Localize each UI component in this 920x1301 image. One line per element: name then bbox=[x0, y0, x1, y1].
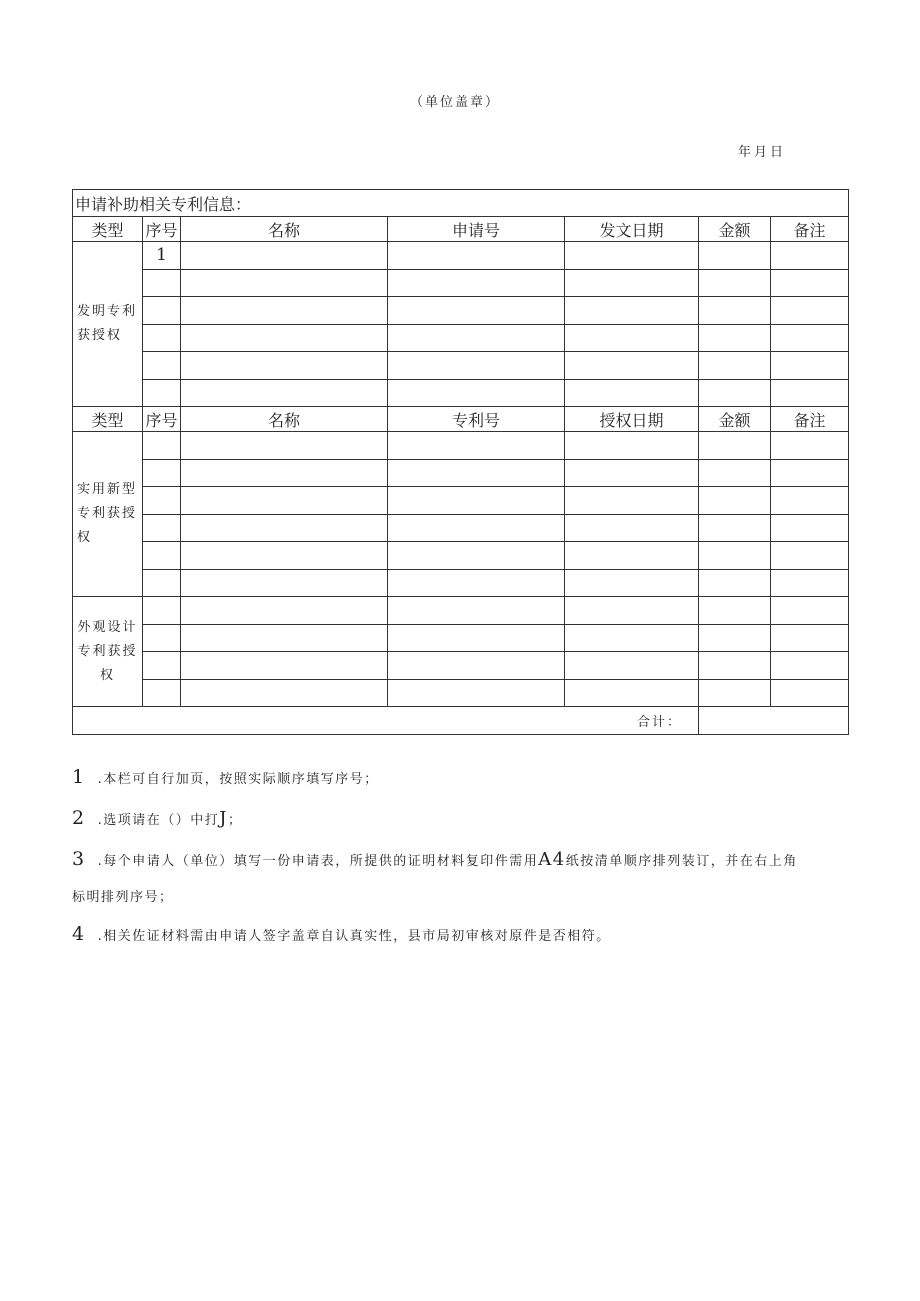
seq-cell[interactable] bbox=[143, 269, 181, 297]
amount-cell[interactable] bbox=[699, 569, 771, 597]
check-mark-symbol: J bbox=[219, 808, 228, 829]
date-cell[interactable] bbox=[565, 652, 699, 680]
table-row bbox=[73, 242, 849, 270]
date-cell[interactable] bbox=[565, 269, 699, 297]
name-cell[interactable] bbox=[181, 297, 388, 325]
number-cell[interactable] bbox=[388, 352, 565, 380]
amount-cell[interactable] bbox=[699, 597, 771, 625]
amount-cell[interactable] bbox=[699, 352, 771, 380]
amount-cell[interactable] bbox=[699, 679, 771, 707]
date-cell[interactable] bbox=[565, 624, 699, 652]
col-header-application-no: 申请号 bbox=[388, 217, 565, 242]
remarks-cell[interactable] bbox=[771, 379, 849, 407]
total-label: 合计： bbox=[73, 707, 699, 735]
unit-stamp-label: （单位盖章） bbox=[410, 95, 501, 110]
amount-cell[interactable] bbox=[699, 652, 771, 680]
col-header-name: 名称 bbox=[181, 407, 388, 432]
number-cell[interactable] bbox=[388, 597, 565, 625]
col-header-name: 名称 bbox=[181, 217, 388, 242]
name-cell[interactable] bbox=[181, 432, 388, 460]
amount-cell[interactable] bbox=[699, 242, 771, 270]
header-row-granted bbox=[73, 407, 849, 432]
note-text-end: ； bbox=[227, 813, 243, 828]
number-cell[interactable] bbox=[388, 487, 565, 515]
table-row bbox=[73, 487, 849, 515]
amount-cell[interactable] bbox=[699, 379, 771, 407]
name-cell[interactable] bbox=[181, 652, 388, 680]
amount-cell[interactable] bbox=[699, 432, 771, 460]
date-cell[interactable] bbox=[565, 679, 699, 707]
col-header-seq: 序号 bbox=[143, 407, 181, 432]
table-row bbox=[73, 652, 849, 680]
date-cell[interactable] bbox=[565, 459, 699, 487]
note-item bbox=[72, 840, 862, 915]
note-number: 4 bbox=[72, 923, 86, 945]
table-row bbox=[73, 624, 849, 652]
date-cell[interactable] bbox=[565, 514, 699, 542]
seq-cell[interactable] bbox=[143, 624, 181, 652]
col-header-patent-no: 专利号 bbox=[388, 407, 565, 432]
number-cell[interactable] bbox=[388, 459, 565, 487]
date-cell[interactable] bbox=[565, 297, 699, 325]
col-header-type: 类型 bbox=[73, 407, 143, 432]
total-amount-cell[interactable] bbox=[699, 707, 849, 735]
name-cell[interactable] bbox=[181, 459, 388, 487]
table-row bbox=[73, 569, 849, 597]
col-header-type: 类型 bbox=[73, 217, 143, 242]
note-text: .相关佐证材料需由申请人签字盖章自认真实性，县市局初审核对原件是否相符。 bbox=[97, 929, 611, 944]
name-cell[interactable] bbox=[181, 624, 388, 652]
col-header-amount: 金额 bbox=[699, 407, 771, 432]
table-row bbox=[73, 597, 849, 625]
name-cell[interactable] bbox=[181, 597, 388, 625]
number-cell[interactable] bbox=[388, 624, 565, 652]
number-cell[interactable] bbox=[388, 542, 565, 570]
name-cell[interactable] bbox=[181, 487, 388, 515]
note-text: .每个申请人（单位）填写一份申请表，所提供的证明材料复印件需用 bbox=[97, 854, 539, 869]
note-item bbox=[72, 915, 862, 956]
table-row bbox=[73, 432, 849, 460]
patent-info-table bbox=[72, 189, 849, 735]
seq-cell[interactable] bbox=[143, 324, 181, 352]
name-cell[interactable] bbox=[181, 379, 388, 407]
amount-cell[interactable] bbox=[699, 269, 771, 297]
notes-section bbox=[72, 758, 862, 956]
seq-cell[interactable] bbox=[143, 487, 181, 515]
date-cell[interactable] bbox=[565, 379, 699, 407]
amount-cell[interactable] bbox=[699, 487, 771, 515]
date-cell[interactable] bbox=[565, 569, 699, 597]
table-row bbox=[73, 352, 849, 380]
col-header-remarks: 备注 bbox=[771, 407, 849, 432]
table-row bbox=[73, 459, 849, 487]
seq-cell[interactable] bbox=[143, 432, 181, 460]
col-header-remarks: 备注 bbox=[771, 217, 849, 242]
seq-cell[interactable]: 1 bbox=[143, 242, 181, 270]
remarks-cell[interactable] bbox=[771, 624, 849, 652]
amount-cell[interactable] bbox=[699, 324, 771, 352]
date-cell[interactable] bbox=[565, 542, 699, 570]
number-cell[interactable] bbox=[388, 297, 565, 325]
remarks-cell[interactable] bbox=[771, 242, 849, 270]
total-row bbox=[73, 707, 849, 735]
category-design: 外观设计专利获授权 bbox=[73, 597, 143, 707]
seq-cell[interactable] bbox=[143, 597, 181, 625]
date-cell[interactable] bbox=[565, 352, 699, 380]
seq-cell[interactable] bbox=[143, 679, 181, 707]
number-cell[interactable] bbox=[388, 432, 565, 460]
date-cell[interactable] bbox=[565, 242, 699, 270]
remarks-cell[interactable] bbox=[771, 459, 849, 487]
name-cell[interactable] bbox=[181, 269, 388, 297]
name-cell[interactable] bbox=[181, 679, 388, 707]
note-text-cont: 纸按清单顺序排列装订，并在右上角 bbox=[565, 854, 798, 869]
col-header-grant-date: 授权日期 bbox=[565, 407, 699, 432]
name-cell[interactable] bbox=[181, 542, 388, 570]
table-row bbox=[73, 379, 849, 407]
date-cell[interactable] bbox=[565, 597, 699, 625]
remarks-cell[interactable] bbox=[771, 269, 849, 297]
seq-cell[interactable] bbox=[143, 379, 181, 407]
note-text: .选项请在（）中打 bbox=[97, 813, 220, 828]
remarks-cell[interactable] bbox=[771, 542, 849, 570]
table-row bbox=[73, 514, 849, 542]
date-label: 年月日 bbox=[738, 145, 787, 160]
header-row-invention bbox=[73, 217, 849, 242]
number-cell[interactable] bbox=[388, 679, 565, 707]
table-row bbox=[73, 297, 849, 325]
col-header-issue-date: 发文日期 bbox=[565, 217, 699, 242]
seq-cell[interactable] bbox=[143, 569, 181, 597]
remarks-cell[interactable] bbox=[771, 652, 849, 680]
name-cell[interactable] bbox=[181, 352, 388, 380]
number-cell[interactable] bbox=[388, 379, 565, 407]
remarks-cell[interactable] bbox=[771, 597, 849, 625]
amount-cell[interactable] bbox=[699, 624, 771, 652]
number-cell[interactable] bbox=[388, 269, 565, 297]
seq-cell[interactable] bbox=[143, 352, 181, 380]
number-cell[interactable] bbox=[388, 652, 565, 680]
number-cell[interactable] bbox=[388, 514, 565, 542]
note-number: 2 bbox=[72, 807, 86, 829]
remarks-cell[interactable] bbox=[771, 569, 849, 597]
col-header-amount: 金额 bbox=[699, 217, 771, 242]
remarks-cell[interactable] bbox=[771, 324, 849, 352]
amount-cell[interactable] bbox=[699, 297, 771, 325]
remarks-cell[interactable] bbox=[771, 514, 849, 542]
remarks-cell[interactable] bbox=[771, 297, 849, 325]
name-cell[interactable] bbox=[181, 569, 388, 597]
name-cell[interactable] bbox=[181, 242, 388, 270]
amount-cell[interactable] bbox=[699, 542, 771, 570]
seq-cell[interactable] bbox=[143, 652, 181, 680]
note-item bbox=[72, 799, 862, 840]
col-header-seq: 序号 bbox=[143, 217, 181, 242]
note-item bbox=[72, 758, 862, 799]
seq-cell[interactable] bbox=[143, 459, 181, 487]
date-cell[interactable] bbox=[565, 432, 699, 460]
remarks-cell[interactable] bbox=[771, 679, 849, 707]
amount-cell[interactable] bbox=[699, 514, 771, 542]
name-cell[interactable] bbox=[181, 324, 388, 352]
remarks-cell[interactable] bbox=[771, 487, 849, 515]
note-number: 1 bbox=[72, 766, 86, 788]
seq-cell[interactable] bbox=[143, 297, 181, 325]
remarks-cell[interactable] bbox=[771, 432, 849, 460]
seq-cell[interactable] bbox=[143, 542, 181, 570]
table-row bbox=[73, 324, 849, 352]
table-row bbox=[73, 542, 849, 570]
table-row bbox=[73, 679, 849, 707]
seq-cell[interactable] bbox=[143, 514, 181, 542]
remarks-cell[interactable] bbox=[771, 352, 849, 380]
table-caption: 申请补助相关专利信息： bbox=[73, 190, 849, 217]
number-cell[interactable] bbox=[388, 569, 565, 597]
table-row bbox=[73, 269, 849, 297]
category-utility-model: 实用新型专利获授权 bbox=[73, 432, 143, 597]
number-cell[interactable] bbox=[388, 242, 565, 270]
date-cell[interactable] bbox=[565, 487, 699, 515]
note-text: .本栏可自行加页，按照实际顺序填写序号； bbox=[97, 772, 379, 787]
category-invention: 发明专利获授权 bbox=[73, 242, 143, 407]
paper-size-a4: A4 bbox=[538, 849, 566, 870]
note-number: 3 bbox=[72, 848, 86, 870]
amount-cell[interactable] bbox=[699, 459, 771, 487]
name-cell[interactable] bbox=[181, 514, 388, 542]
number-cell[interactable] bbox=[388, 324, 565, 352]
date-cell[interactable] bbox=[565, 324, 699, 352]
note-text-wrap: 标明排列序号； bbox=[72, 890, 174, 905]
